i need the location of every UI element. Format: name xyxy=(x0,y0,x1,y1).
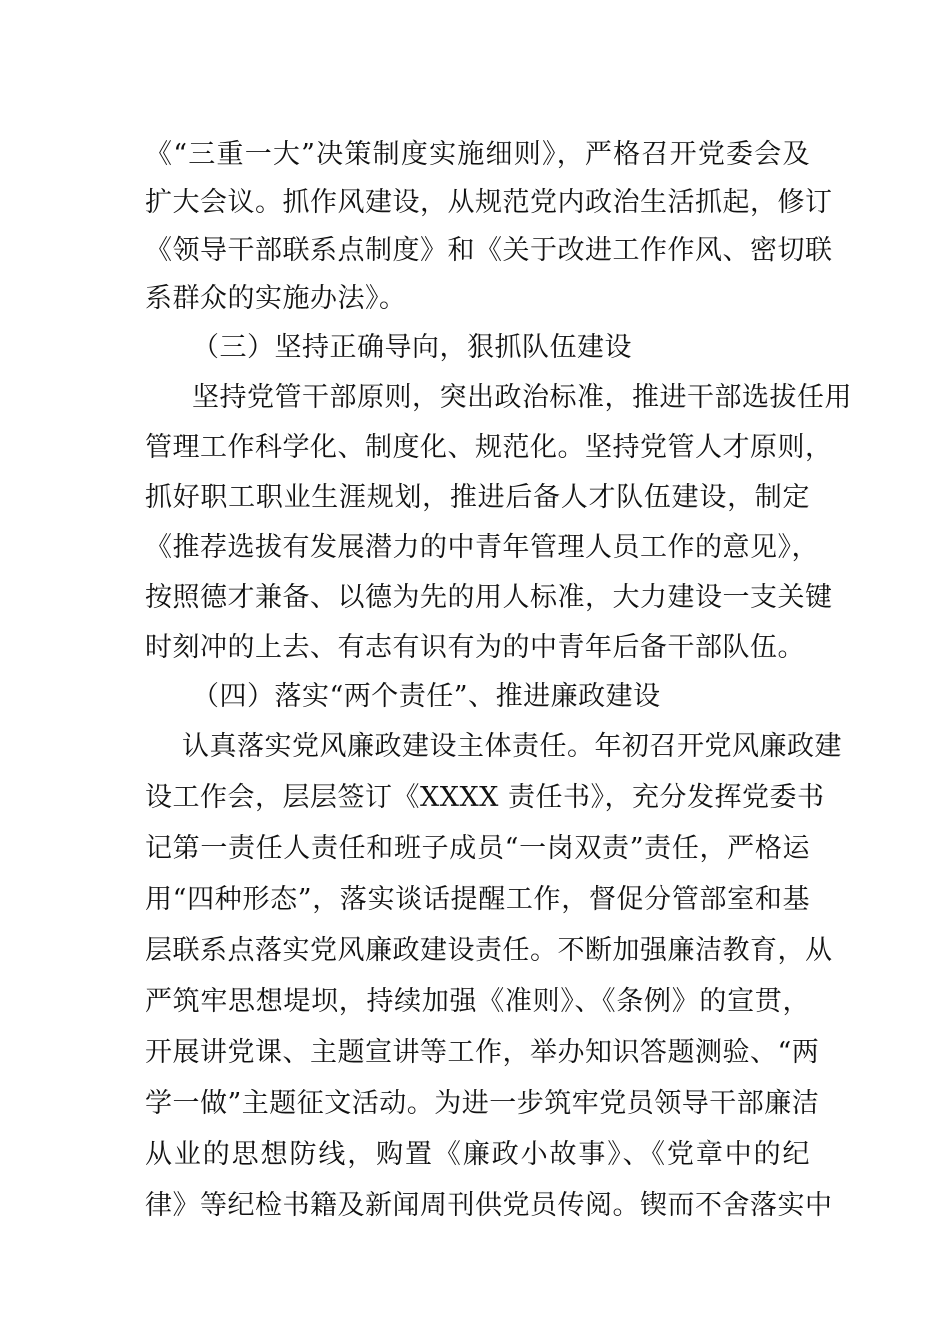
text-line-22: 律》等纪检书籍及新闻周刊供党员传阅。锲而不舍落实中 xyxy=(145,1190,833,1221)
text-line-10: 按照德才兼备、以德为先的用人标准，大力建设一支关键 xyxy=(145,582,833,613)
text-line-14: 设工作会，层层签订《XXXX 责任书》，充分发挥党委书 xyxy=(145,782,825,813)
text-line-19: 开展讲党课、主题宣讲等工作，举办知识答题测验、“两 xyxy=(145,1037,820,1068)
text-line-15: 记第一责任人责任和班子成员“一岗双责”责任，严格运 xyxy=(145,833,810,864)
text-line-1: 《“三重一大”决策制度实施细则》，严格召开党委会及 xyxy=(145,139,810,170)
text-line-11: 时刻冲的上去、有志有识有为的中青年后备干部队伍。 xyxy=(145,632,805,663)
text-line-8: 抓好职工职业生涯规划，推进后备人才队伍建设，制定 xyxy=(145,482,810,513)
text-line-6: 坚持党管干部原则，突出政治标准，推进干部选拔任用 xyxy=(192,382,852,413)
text-line-17: 层联系点落实党风廉政建设责任。不断加强廉洁教育，从 xyxy=(145,935,833,966)
text-line-20: 学一做”主题征文活动。为进一步筑牢党员领导干部廉洁 xyxy=(145,1088,820,1119)
section-heading-3: （三）坚持正确导向，狠抓队伍建设 xyxy=(192,332,632,363)
text-line-16: 用“四种形态”，落实谈话提醒工作，督促分管部室和基 xyxy=(145,884,810,915)
text-line-9: 《推荐选拔有发展潜力的中青年管理人员工作的意见》， xyxy=(145,532,819,563)
text-line-3: 《领导干部联系点制度》和《关于改进工作作风、密切联 xyxy=(145,235,833,266)
text-line-2: 扩大会议。抓作风建设，从规范党内政治生活抓起，修订 xyxy=(145,187,833,218)
text-line-13: 认真落实党风廉政建设主体责任。年初召开党风廉政建 xyxy=(182,731,842,762)
text-line-4: 系群众的实施办法》。 xyxy=(145,283,407,314)
text-line-7: 管理工作科学化、制度化、规范化。坚持党管人才原则， xyxy=(145,432,833,463)
text-line-18: 严筑牢思想堤坝，持续加强《准则》、《条例》的宣贯， xyxy=(145,986,810,1017)
section-heading-4: （四）落实“两个责任”、推进廉政建设 xyxy=(192,681,661,712)
text-line-21: 从业的思想防线，购置《廉政小故事》、《党章中的纪 xyxy=(145,1139,810,1170)
